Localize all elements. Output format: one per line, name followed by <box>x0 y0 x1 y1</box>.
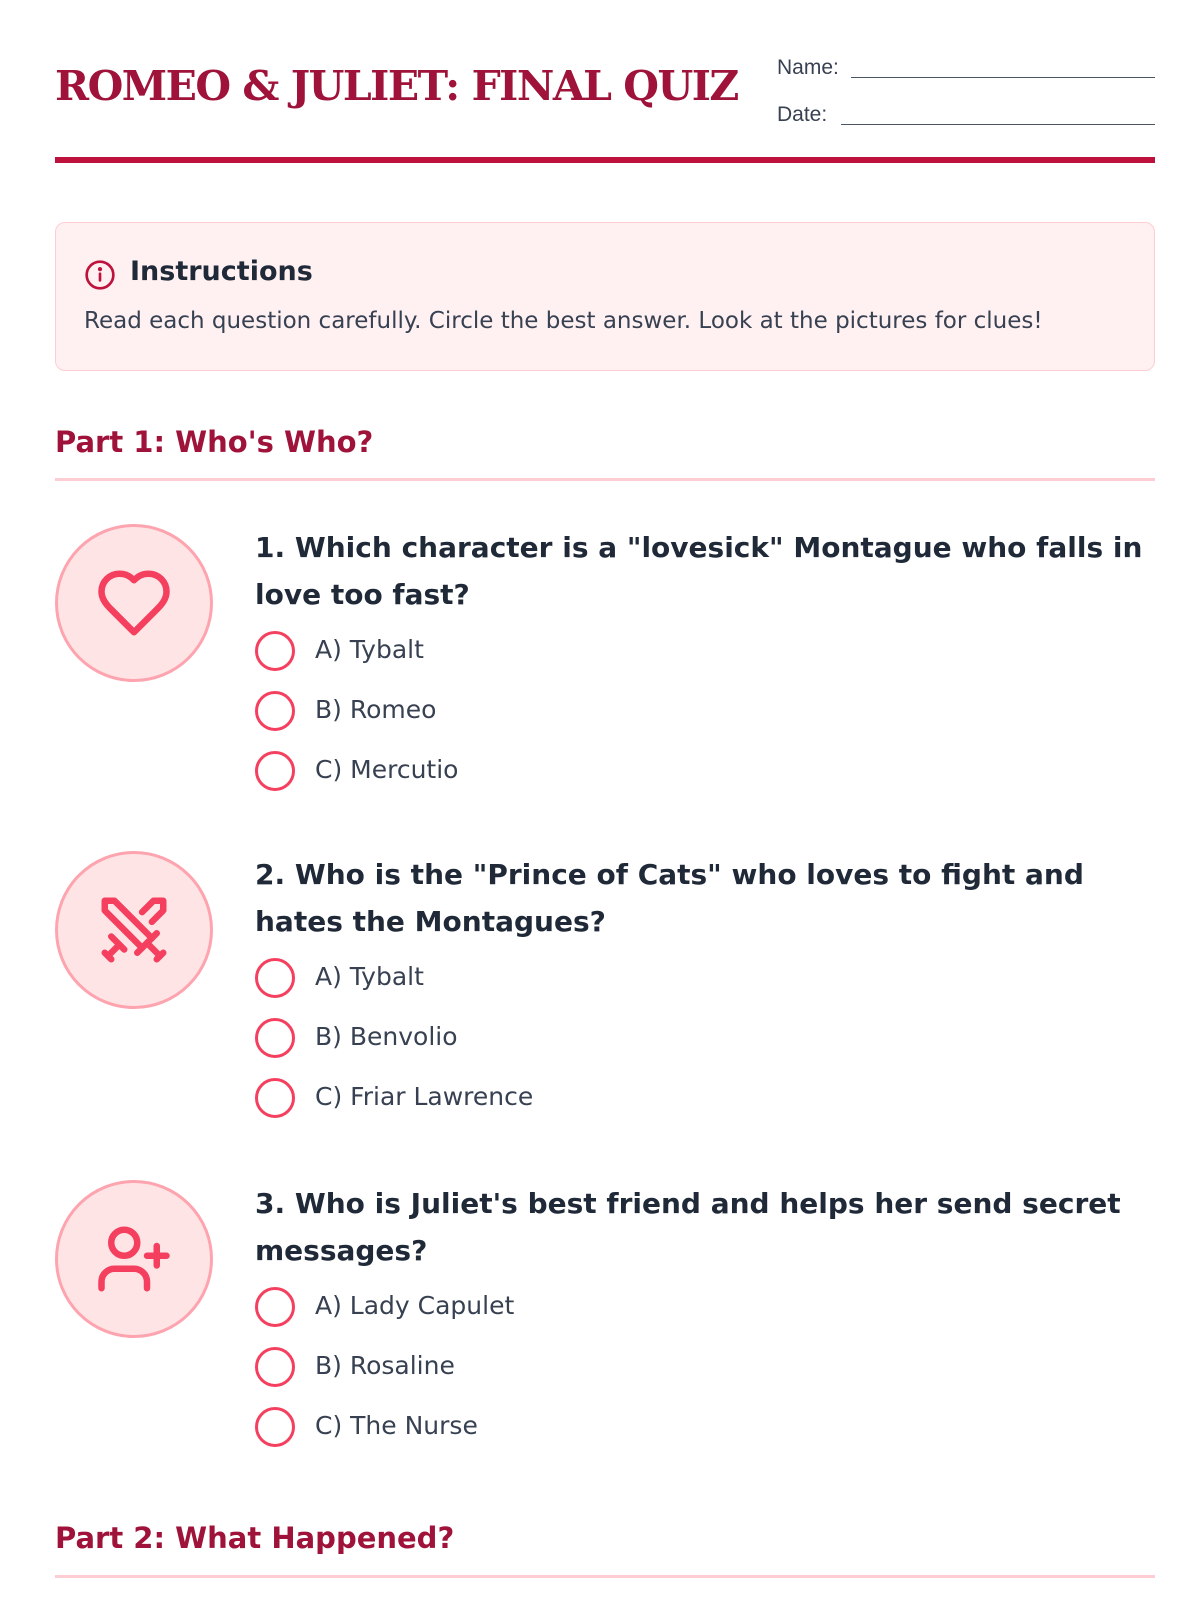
question-2-text: 2. Who is the "Prince of Cats" who loves to fight and hates the Montagues? <box>255 858 1084 938</box>
answer-circle[interactable] <box>255 751 295 791</box>
answer-circle[interactable] <box>255 958 295 998</box>
question-2-picture <box>55 851 213 1009</box>
answer-circle[interactable] <box>255 631 295 671</box>
heart-icon <box>95 564 173 642</box>
answer-option[interactable] <box>255 629 1145 689</box>
answer-circle[interactable] <box>255 1407 295 1447</box>
student-info <box>777 48 1155 142</box>
section-title-part-2: Part 2: What Happened? <box>55 1521 455 1555</box>
name-field[interactable] <box>777 48 1155 95</box>
instructions-text: Read each question carefully. Circle the best answer. Look at the pictures for clues! <box>84 308 1043 334</box>
question-1-options <box>255 629 1145 809</box>
question-2-body <box>255 851 1145 1136</box>
answer-option[interactable] <box>255 1076 1145 1136</box>
answer-label: B) Benvolio <box>315 1022 458 1051</box>
answer-option[interactable] <box>255 749 1145 809</box>
question-3-body <box>255 1180 1145 1465</box>
date-label: Date: <box>777 103 828 126</box>
date-field[interactable] <box>777 95 1155 142</box>
answer-circle[interactable] <box>255 1078 295 1118</box>
quiz-header <box>55 48 1155 158</box>
question-2-options <box>255 956 1145 1136</box>
answer-label: A) Tybalt <box>315 635 424 664</box>
answer-circle[interactable] <box>255 1287 295 1327</box>
user-plus-icon <box>95 1220 173 1298</box>
section-divider <box>55 1575 1155 1578</box>
answer-option[interactable] <box>255 956 1145 1016</box>
date-blank-line[interactable] <box>841 124 1155 125</box>
quiz-page <box>55 0 1155 1600</box>
section-divider <box>55 478 1155 481</box>
info-icon <box>84 259 116 291</box>
answer-option[interactable] <box>255 1345 1145 1405</box>
answer-circle[interactable] <box>255 1347 295 1387</box>
question-3-picture <box>55 1180 213 1338</box>
answer-option[interactable] <box>255 1285 1145 1345</box>
answer-label: B) Rosaline <box>315 1351 455 1380</box>
answer-label: C) The Nurse <box>315 1411 478 1440</box>
answer-option[interactable] <box>255 689 1145 749</box>
answer-label: C) Mercutio <box>315 755 459 784</box>
question-3-text: 3. Who is Juliet's best friend and helps her send secret messages? <box>255 1187 1121 1267</box>
name-blank-line[interactable] <box>851 77 1155 78</box>
answer-option[interactable] <box>255 1016 1145 1076</box>
instructions-box <box>55 222 1155 371</box>
instructions-title: Instructions <box>130 256 313 287</box>
crossed-swords-icon <box>95 891 173 969</box>
question-1-picture <box>55 524 213 682</box>
answer-circle[interactable] <box>255 1018 295 1058</box>
page-title: ROMEO & JULIET: FINAL QUIZ <box>55 62 738 110</box>
answer-option[interactable] <box>255 1405 1145 1465</box>
answer-label: A) Tybalt <box>315 962 424 991</box>
header-divider <box>55 157 1155 163</box>
name-label: Name: <box>777 56 839 79</box>
question-1-body <box>255 524 1145 809</box>
answer-label: B) Romeo <box>315 695 437 724</box>
answer-circle[interactable] <box>255 691 295 731</box>
question-3-options <box>255 1285 1145 1465</box>
section-title-part-1: Part 1: Who's Who? <box>55 425 374 459</box>
answer-label: A) Lady Capulet <box>315 1291 515 1320</box>
answer-label: C) Friar Lawrence <box>315 1082 534 1111</box>
question-1-text: 1. Which character is a "lovesick" Montague who falls in love too fast? <box>255 531 1143 611</box>
